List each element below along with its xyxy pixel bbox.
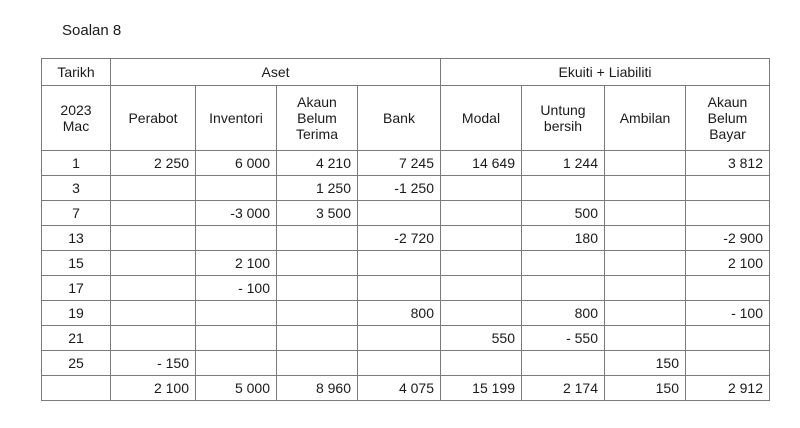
column-header-akaun-belum-terima bbox=[277, 86, 358, 151]
cell-akaun-belum-bayar bbox=[686, 201, 770, 226]
column-header-line: Akaun bbox=[707, 94, 748, 110]
date-cell: 19 bbox=[42, 301, 111, 326]
cell-bank bbox=[358, 276, 441, 301]
cell-modal bbox=[441, 301, 522, 326]
date-cell: 25 bbox=[42, 351, 111, 376]
column-header-line: Untung bbox=[540, 102, 586, 118]
cell-ambilan bbox=[605, 226, 686, 251]
question-title: Soalan 8 bbox=[62, 22, 122, 39]
cell-untung-bersih: 800 bbox=[522, 301, 605, 326]
cell-untung-bersih bbox=[522, 251, 605, 276]
cell-akaun-belum-terima: 4 210 bbox=[277, 151, 358, 176]
cell-untung-bersih: - 550 bbox=[522, 326, 605, 351]
table-row bbox=[42, 176, 770, 201]
cell-perabot bbox=[111, 326, 196, 351]
column-header-line: Perabot bbox=[128, 110, 178, 126]
cell-akaun-belum-terima bbox=[277, 276, 358, 301]
cell-akaun-belum-bayar: -2 900 bbox=[686, 226, 770, 251]
cell-bank: 7 245 bbox=[358, 151, 441, 176]
cell-modal: 14 649 bbox=[441, 151, 522, 176]
cell-perabot bbox=[111, 276, 196, 301]
cell-ambilan bbox=[605, 176, 686, 201]
date-cell: 3 bbox=[42, 176, 111, 201]
cell-akaun-belum-terima: 8 960 bbox=[277, 376, 358, 401]
cell-ambilan: 150 bbox=[605, 351, 686, 376]
cell-bank: -2 720 bbox=[358, 226, 441, 251]
ledger-body bbox=[42, 151, 770, 401]
cell-akaun-belum-terima bbox=[277, 351, 358, 376]
cell-akaun-belum-bayar: 2 912 bbox=[686, 376, 770, 401]
cell-ambilan bbox=[605, 201, 686, 226]
cell-perabot: - 150 bbox=[111, 351, 196, 376]
table-row bbox=[42, 251, 770, 276]
column-header-line: Bayar bbox=[709, 126, 746, 142]
column-header-untung-bersih bbox=[522, 86, 605, 151]
cell-modal bbox=[441, 176, 522, 201]
cell-modal bbox=[441, 251, 522, 276]
cell-inventori bbox=[196, 301, 277, 326]
cell-modal bbox=[441, 201, 522, 226]
cell-akaun-belum-terima: 3 500 bbox=[277, 201, 358, 226]
cell-inventori: -3 000 bbox=[196, 201, 277, 226]
cell-untung-bersih: 500 bbox=[522, 201, 605, 226]
cell-perabot bbox=[111, 226, 196, 251]
cell-untung-bersih bbox=[522, 176, 605, 201]
column-header-line: Terima bbox=[295, 126, 338, 142]
column-header-line: Mac bbox=[62, 118, 90, 134]
cell-modal bbox=[441, 226, 522, 251]
cell-bank bbox=[358, 201, 441, 226]
cell-inventori bbox=[196, 226, 277, 251]
column-header-ambilan bbox=[605, 86, 686, 151]
cell-akaun-belum-bayar bbox=[686, 351, 770, 376]
cell-bank: -1 250 bbox=[358, 176, 441, 201]
table-row bbox=[42, 276, 770, 301]
date-cell bbox=[42, 376, 111, 401]
cell-perabot bbox=[111, 201, 196, 226]
cell-ambilan bbox=[605, 301, 686, 326]
table-row bbox=[42, 301, 770, 326]
date-cell: 1 bbox=[42, 151, 111, 176]
cell-akaun-belum-terima bbox=[277, 251, 358, 276]
cell-perabot: 2 100 bbox=[111, 376, 196, 401]
cell-ambilan bbox=[605, 276, 686, 301]
table-row bbox=[42, 226, 770, 251]
table-row bbox=[42, 351, 770, 376]
cell-modal bbox=[441, 351, 522, 376]
cell-inventori: 6 000 bbox=[196, 151, 277, 176]
column-header-akaun-belum-bayar bbox=[686, 86, 770, 151]
aset-header: Aset bbox=[111, 59, 441, 86]
cell-inventori bbox=[196, 326, 277, 351]
column-header-bank bbox=[358, 86, 441, 151]
cell-ambilan bbox=[605, 326, 686, 351]
cell-inventori: - 100 bbox=[196, 276, 277, 301]
cell-akaun-belum-terima: 1 250 bbox=[277, 176, 358, 201]
column-header-line: Inventori bbox=[209, 110, 263, 126]
column-header-line: Akaun bbox=[297, 94, 337, 110]
cell-untung-bersih bbox=[522, 276, 605, 301]
cell-modal bbox=[441, 276, 522, 301]
cell-perabot bbox=[111, 176, 196, 201]
column-header-line: Belum bbox=[707, 110, 748, 126]
table-row bbox=[42, 151, 770, 176]
date-subheader bbox=[42, 86, 111, 151]
cell-inventori bbox=[196, 351, 277, 376]
cell-akaun-belum-bayar bbox=[686, 276, 770, 301]
date-cell: 7 bbox=[42, 201, 111, 226]
ekuiti-liabiliti-header: Ekuiti + Liabiliti bbox=[441, 59, 770, 86]
cell-akaun-belum-bayar: 3 812 bbox=[686, 151, 770, 176]
cell-perabot bbox=[111, 251, 196, 276]
accounting-equation-table bbox=[41, 58, 770, 401]
cell-ambilan bbox=[605, 151, 686, 176]
date-header: Tarikh bbox=[42, 59, 111, 86]
date-cell: 21 bbox=[42, 326, 111, 351]
cell-inventori: 2 100 bbox=[196, 251, 277, 276]
column-header-line: Bank bbox=[383, 110, 415, 126]
cell-akaun-belum-terima bbox=[277, 326, 358, 351]
cell-bank bbox=[358, 251, 441, 276]
cell-akaun-belum-bayar: - 100 bbox=[686, 301, 770, 326]
cell-akaun-belum-bayar bbox=[686, 176, 770, 201]
cell-perabot bbox=[111, 301, 196, 326]
cell-bank: 800 bbox=[358, 301, 441, 326]
cell-bank: 4 075 bbox=[358, 376, 441, 401]
column-header-line: bersih bbox=[543, 118, 583, 134]
date-cell: 17 bbox=[42, 276, 111, 301]
date-cell: 15 bbox=[42, 251, 111, 276]
cell-bank bbox=[358, 351, 441, 376]
table-row bbox=[42, 326, 770, 351]
cell-bank bbox=[358, 326, 441, 351]
cell-akaun-belum-bayar: 2 100 bbox=[686, 251, 770, 276]
table-row bbox=[42, 201, 770, 226]
cell-akaun-belum-bayar bbox=[686, 326, 770, 351]
cell-akaun-belum-terima bbox=[277, 226, 358, 251]
cell-perabot: 2 250 bbox=[111, 151, 196, 176]
date-cell: 13 bbox=[42, 226, 111, 251]
cell-inventori bbox=[196, 176, 277, 201]
column-header-perabot bbox=[111, 86, 196, 151]
column-header-line: Modal bbox=[461, 110, 501, 126]
cell-ambilan bbox=[605, 251, 686, 276]
cell-ambilan: 150 bbox=[605, 376, 686, 401]
cell-untung-bersih: 2 174 bbox=[522, 376, 605, 401]
column-header-line: 2023 bbox=[60, 102, 92, 118]
column-header-line: Belum bbox=[297, 110, 337, 126]
total-row bbox=[42, 376, 770, 401]
cell-untung-bersih bbox=[522, 351, 605, 376]
cell-untung-bersih: 1 244 bbox=[522, 151, 605, 176]
cell-untung-bersih: 180 bbox=[522, 226, 605, 251]
group-header-row bbox=[42, 59, 770, 86]
column-header-modal bbox=[441, 86, 522, 151]
cell-akaun-belum-terima bbox=[277, 301, 358, 326]
cell-modal: 15 199 bbox=[441, 376, 522, 401]
column-header-inventori bbox=[196, 86, 277, 151]
column-header-line: Ambilan bbox=[619, 110, 671, 126]
cell-modal: 550 bbox=[441, 326, 522, 351]
cell-inventori: 5 000 bbox=[196, 376, 277, 401]
column-header-row bbox=[42, 86, 770, 151]
